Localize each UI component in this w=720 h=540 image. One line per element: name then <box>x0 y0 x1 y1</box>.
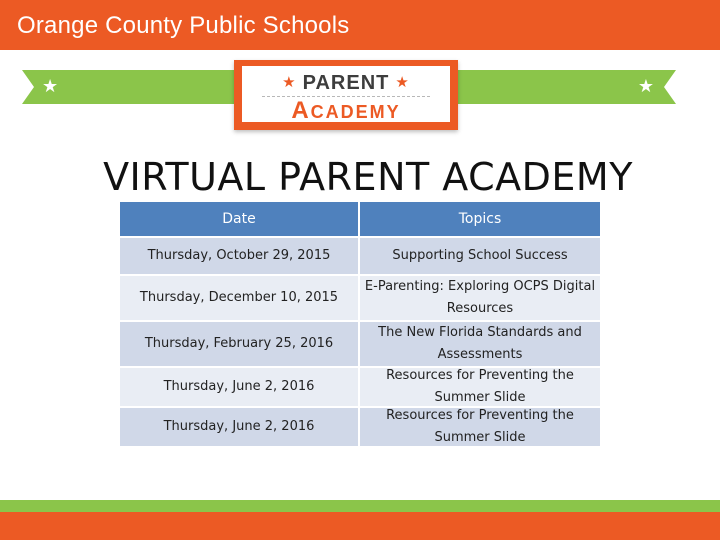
logo-word-academy: CADEMY <box>310 102 401 122</box>
star-icon: ★ <box>637 76 654 96</box>
logo-word-parent: PARENT <box>302 72 390 94</box>
table-row-date: Thursday, June 2, 2016 <box>120 368 358 406</box>
logo-line-2 <box>242 97 450 125</box>
table-row-topic: Resources for Preventing the Summer Slide <box>360 408 600 446</box>
parent-academy-logo <box>234 60 458 130</box>
organization-title: Orange County Public Schools <box>17 12 350 39</box>
star-icon: ★ <box>282 74 297 91</box>
footer-stripe-green <box>0 500 720 512</box>
table-row-topic: The New Florida Standards and Assessments <box>360 322 600 366</box>
column-header-date: Date <box>120 202 358 236</box>
star-icon: ★ <box>395 74 410 91</box>
logo-initial: A <box>291 97 311 124</box>
table-row-topic: Resources for Preventing the Summer Slide <box>360 368 600 406</box>
table-row-date: Thursday, October 29, 2015 <box>120 238 358 274</box>
star-icon: ★ <box>42 76 59 96</box>
table-row-date: Thursday, February 25, 2016 <box>120 322 358 366</box>
table-row-date: Thursday, December 10, 2015 <box>120 276 358 320</box>
table-row-topic: Supporting School Success <box>360 238 600 274</box>
page-heading: VIRTUAL PARENT ACADEMY <box>103 155 633 199</box>
title-bar <box>0 0 720 50</box>
logo-line-1 <box>242 72 450 95</box>
footer-bar-orange <box>0 512 720 540</box>
table-row-date: Thursday, June 2, 2016 <box>120 408 358 446</box>
table-row-topic: E-Parenting: Exploring OCPS Digital Resources <box>360 276 600 320</box>
column-header-topics: Topics <box>360 202 600 236</box>
